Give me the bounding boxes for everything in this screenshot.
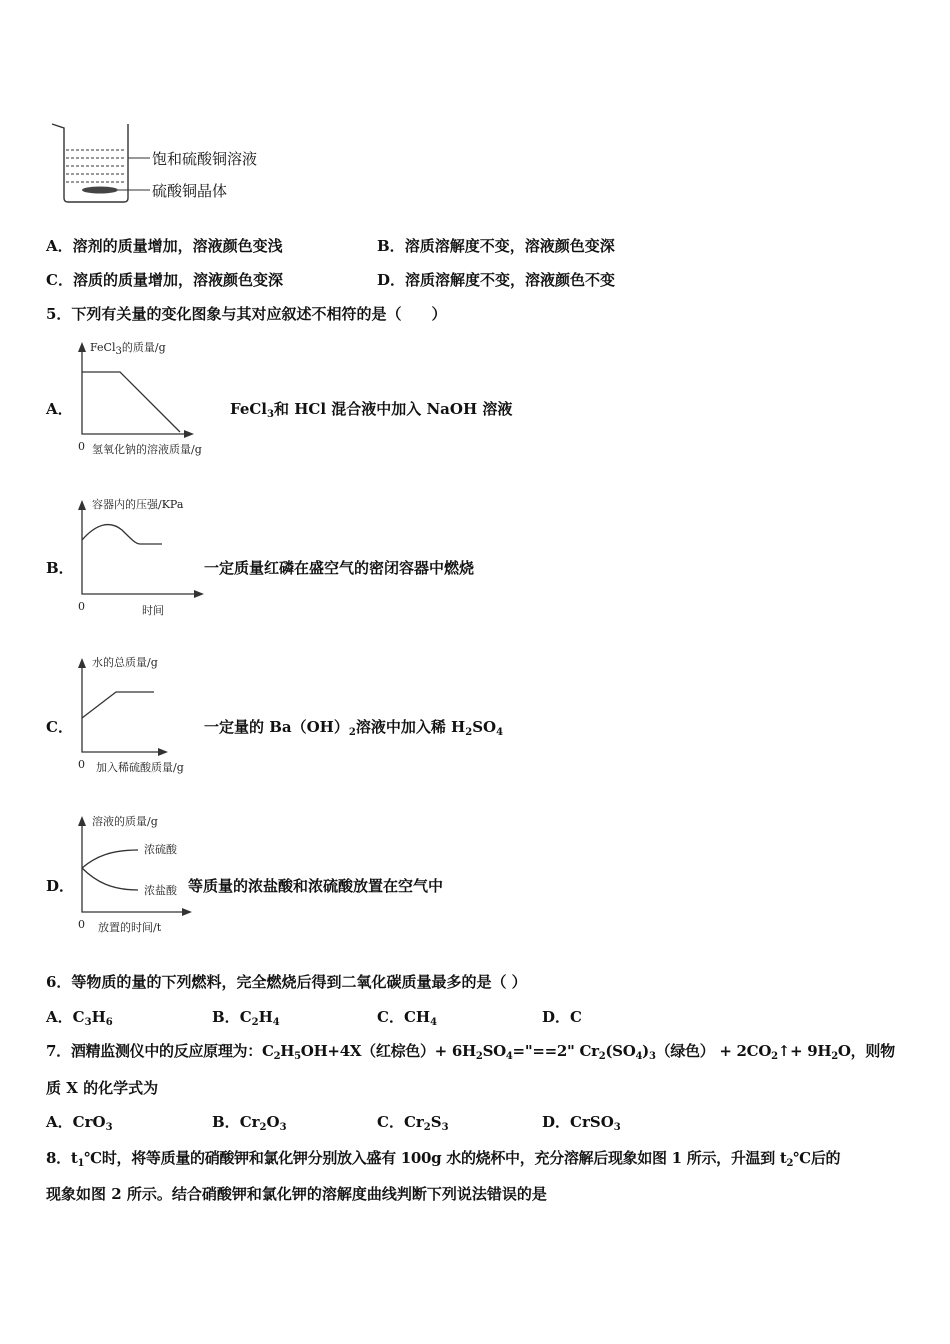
q5-a-origin: 0 bbox=[78, 440, 85, 453]
q5-d-ylabel: 溶液的质量/g bbox=[92, 815, 158, 828]
q4-option-d[interactable]: D．溶质溶解度不变，溶液颜色不变 bbox=[377, 271, 616, 289]
q4-option-a[interactable]: A．溶剂的质量增加，溶液颜色变浅 bbox=[46, 237, 283, 255]
q5-d-desc: 等质量的浓盐酸和浓硫酸放置在空气中 bbox=[188, 877, 444, 895]
q5-option-a-key[interactable]: A． bbox=[46, 400, 73, 418]
q5-option-d-key[interactable]: D． bbox=[46, 877, 75, 895]
q4-option-c[interactable]: C．溶质的质量增加，溶液颜色变深 bbox=[46, 271, 283, 289]
q7-option-c[interactable]: C．$Cr_2S_3$ bbox=[377, 1113, 449, 1133]
q5-option-c-key[interactable]: C． bbox=[46, 718, 73, 736]
q5-option-b-key[interactable]: B． bbox=[46, 559, 74, 577]
q5-b-origin: 0 bbox=[78, 600, 85, 613]
q5-a-desc: FeCl$_3$和 HCl 混合液中加入 NaOH 溶液 bbox=[230, 400, 513, 420]
q6-option-a[interactable]: A．$C_3H_6$ bbox=[46, 1008, 113, 1028]
q4-option-b[interactable]: B．溶质溶解度不变，溶液颜色变深 bbox=[377, 237, 615, 255]
q5-c-desc: 一定量的 $Ba(OH)_2$溶液中加入稀 $H_2SO_4$ bbox=[204, 718, 504, 738]
q6-option-c[interactable]: C．$CH_4$ bbox=[377, 1008, 438, 1028]
q5-c-xlabel: 加入稀硫酸质量/g bbox=[96, 761, 184, 774]
q7-option-b[interactable]: B．$Cr_2O_3$ bbox=[212, 1113, 287, 1133]
q5-a-ylabel: FeCl$_3$的质量/g bbox=[90, 341, 166, 357]
q5-b-desc: 一定质量红磷在盛空气的密闭容器中燃烧 bbox=[204, 559, 475, 577]
q5-b-ylabel: 容器内的压强/KPa bbox=[92, 498, 184, 511]
q8-stem-line2: 现象如图 2 所示。结合硝酸钾和氯化钾的溶解度曲线判断下列说法错误的是 bbox=[46, 1185, 547, 1203]
q5-d-origin: 0 bbox=[78, 918, 85, 931]
q5-d-curve-sulfuric: 浓硫酸 bbox=[144, 843, 177, 856]
q8-stem-line1: 8．$t_1℃$时，将等质量的硝酸钾和氯化钾分别放入盛有 100g 水的烧杯中，充分溶解后现象如图 1 所示，升温到 $t_2℃$后的 bbox=[46, 1149, 841, 1169]
q5-c-ylabel: 水的总质量/g bbox=[92, 656, 158, 669]
q5-b-xlabel: 时间 bbox=[142, 604, 164, 617]
beaker-label-solution: 饱和硫酸铜溶液 bbox=[152, 150, 258, 168]
q5-stem: 5．下列有关量的变化图象与其对应叙述不相符的是（ ） bbox=[46, 305, 447, 323]
q5-c-origin: 0 bbox=[78, 758, 85, 771]
beaker-label-crystal: 硫酸铜晶体 bbox=[152, 182, 228, 200]
q5-d-curve-hydrochloric: 浓盐酸 bbox=[144, 884, 177, 897]
q7-stem-line1: 7．酒精监测仪中的反应原理为：$C_2H_5OH+4X$（红棕色）+ $6H_2SO_4="==2$" $Cr_2(SO_4)_3$（绿色） + $2CO_2↑+ 9H_2O$，则物 bbox=[46, 1042, 895, 1062]
q7-option-d[interactable]: D．CrSO$_3$ bbox=[542, 1113, 621, 1133]
q5-d-xlabel: 放置的时间/t bbox=[98, 921, 162, 934]
q7-stem-line2: 质 X 的化学式为 bbox=[46, 1079, 159, 1097]
q6-stem: 6．等物质的量的下列燃料，完全燃烧后得到二氧化碳质量最多的是（ ） bbox=[46, 973, 527, 991]
q6-option-d[interactable]: D．C bbox=[542, 1008, 582, 1026]
q7-option-a[interactable]: A．CrO$_3$ bbox=[46, 1113, 113, 1133]
q5-a-xlabel: 氢氧化钠的溶液质量/g bbox=[92, 443, 202, 456]
q6-option-b[interactable]: B．$C_2H_4$ bbox=[212, 1008, 280, 1028]
